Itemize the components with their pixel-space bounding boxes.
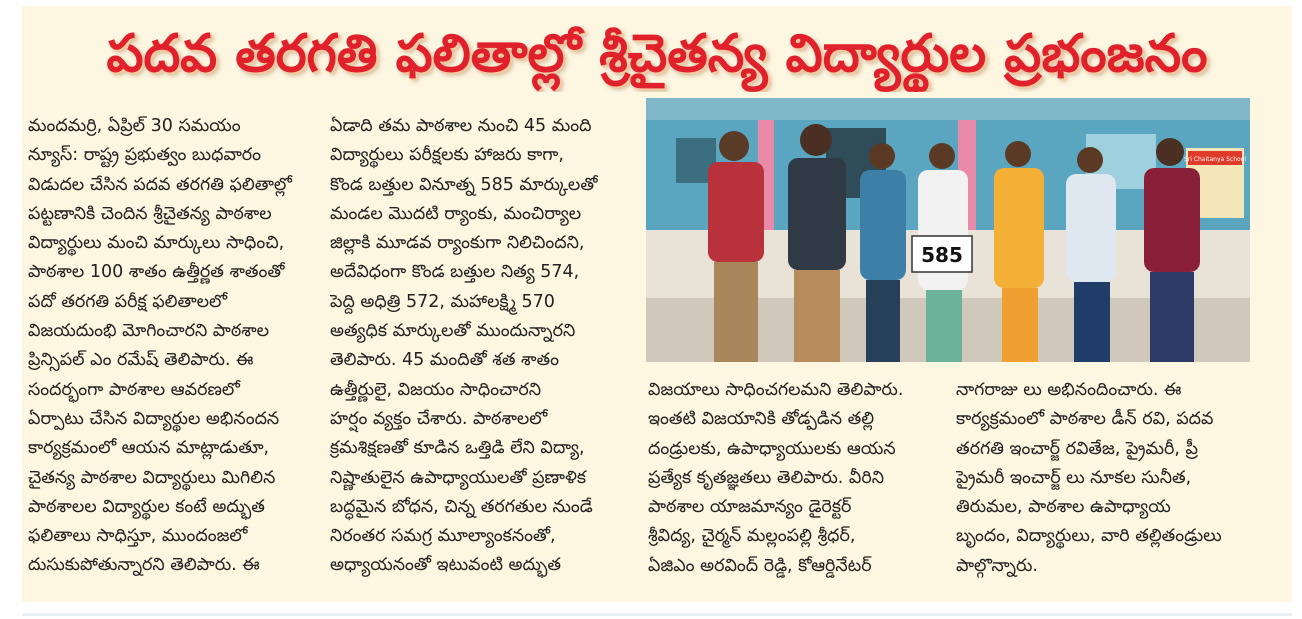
article-line: మండల మొదటి ర్యాంకు, మంచిర్యాల (330, 203, 582, 224)
headline: పదవ తరగతి ఫలితాల్లో శ్రీచైతన్య విద్యార్థుల ప్రభంజనం (106, 24, 1208, 84)
article-line: ఫలితాలు సాధిస్తూ, ముందంజలో (28, 526, 248, 547)
article-line: ఏజిఎం అరవింద్ రెడ్డి, కోఆర్డినేటర్ (648, 555, 872, 576)
article-line: బృందం, విద్యార్థులు, వారి తల్లితండ్రులు (956, 526, 1222, 547)
article-line: చైతన్య పాఠశాల విద్యార్థులు మిగిలిన (28, 467, 276, 488)
article-line: అత్యధిక మార్కులతో ముందున్నారని (330, 321, 576, 342)
article-line: పెద్ది అధిత్రి 572, మహాలక్ష్మి 570 (330, 291, 555, 312)
article-line: దండ్రులకు, ఉపాధ్యాయులకు ఆయన (648, 438, 896, 459)
article-line: ప్రిన్సిపల్ ఎం రమేష్ తెలిపారు. ఈ (28, 350, 254, 371)
article-line: నిరంతర సమగ్ర మూల్యాంకనంతో, (330, 526, 556, 547)
article-line: తిరుమల, పాఠశాల ఉపాధ్యాయ (956, 497, 1171, 518)
article-line: నిష్ణాతులైన ఉపాధ్యాయులతో ప్రణాళిక (330, 467, 587, 488)
article-line: పదో తరగతి పరీక్ష ఫలితాలలో (28, 291, 228, 312)
article-column-2 (330, 112, 640, 581)
group-photo (646, 98, 1250, 362)
article-line: విజయాలు సాధించగలమని తెలిపారు. (648, 380, 904, 400)
article-line: కార్యక్రమంలో పాఠశాల డీన్ రవి, పదవ (956, 409, 1214, 430)
article-column-4 (956, 376, 1262, 581)
bottom-divider (22, 613, 1292, 616)
article-line: నాగరాజు లు అభినందించారు. ఈ (956, 380, 1182, 400)
article-column-1 (28, 112, 328, 581)
article-line: ఏడాది తమ పాఠశాల నుంచి 45 మంది (330, 116, 592, 136)
article-line: జిల్లాకి మూడవ ర్యాంకుగా నిలిచిందని, (330, 233, 585, 254)
article-line: మందమర్రి, ఏప్రిల్ 30 సమయం (28, 116, 241, 136)
article-line: విడుదల చేసిన పదవ తరగతి ఫలితాల్లో (28, 174, 292, 195)
article-line: పాఠశాల 100 శాతం ఉత్తీర్ణత శాతంతో (28, 262, 285, 283)
article-line: బద్ధమైన బోధన, చిన్న తరగతుల నుండే (330, 496, 593, 517)
article-line: ఏర్పాటు చేసిన విద్యార్థుల అభినందన (28, 408, 280, 429)
article-column-3 (648, 376, 948, 581)
article-line: ప్రైమరీ ఇంచార్జ్ లు నూకల సునీత, (956, 467, 1192, 488)
article-line: అదేవిధంగా కొండ బత్తుల నిత్య 574, (330, 262, 580, 283)
article-line: తెలిపారు. 45 మందితో శత శాతం (330, 350, 559, 371)
article-line: పాల్గొన్నారు. (956, 555, 1038, 576)
article-line: విద్యార్థులు పరీక్షలకు హాజరు కాగా, (330, 145, 564, 166)
group-photo-illustration (646, 98, 1250, 362)
article-line: పట్టణానికి చెందిన శ్రీచైతన్య పాఠశాల (28, 203, 272, 224)
article-line: ఉత్తీర్ణులై, విజయం సాధించారని (330, 379, 542, 400)
article-line: న్యూస్: రాష్ట్ర ప్రభుత్వం బుధవారం (28, 145, 262, 166)
article-line: విజయదుంభి మోగించారని పాఠశాల (28, 321, 270, 342)
article-line: విద్యార్థులు మంచి మార్కులు సాధించి, (28, 233, 285, 254)
article-line: పాఠశాలల విద్యార్థుల కంటే అద్భుత (28, 496, 265, 517)
article-line: దుసుకుపోతున్నారని తెలిపారు. ఈ (28, 555, 260, 576)
article-line: సందర్భంగా పాఠశాల ఆవరణలో (28, 379, 240, 400)
article-line: క్రమశిక్షణతో కూడిన ఒత్తిడి లేని విద్యా, (330, 438, 585, 459)
article-line: శ్రీవిద్య, చైర్మన్ మల్లంపల్లి శ్రీధర్, (648, 526, 856, 547)
article-line: అధ్యాయనంతో ఇటువంటి అద్భుత (330, 555, 562, 576)
article-line: తరగతి ఇంచార్జ్ రవితేజ, ప్రైమరీ, ప్రీ (956, 438, 1198, 459)
article-line: ప్రత్యేక కృతజ్ఞతలు తెలిపారు. వీరిని (648, 467, 885, 488)
article-line: కొండ బత్తుల వినూత్న 585 మార్కులతో (330, 174, 598, 195)
school-board-sign: Sri Chaitanya School (1183, 156, 1247, 163)
article-line: పాఠశాల యాజమాన్యం డైరెక్టర్ (648, 497, 852, 518)
article-line: ఇంతటి విజయానికి తోడ్పడిన తల్లి (648, 409, 875, 430)
placard-number: 585 (921, 243, 963, 267)
article-line: కార్యక్రమంలో ఆయన మాట్లాడుతూ, (28, 438, 270, 459)
article-line: హర్షం వ్యక్తం చేశారు. పాఠశాలలో (330, 408, 548, 429)
